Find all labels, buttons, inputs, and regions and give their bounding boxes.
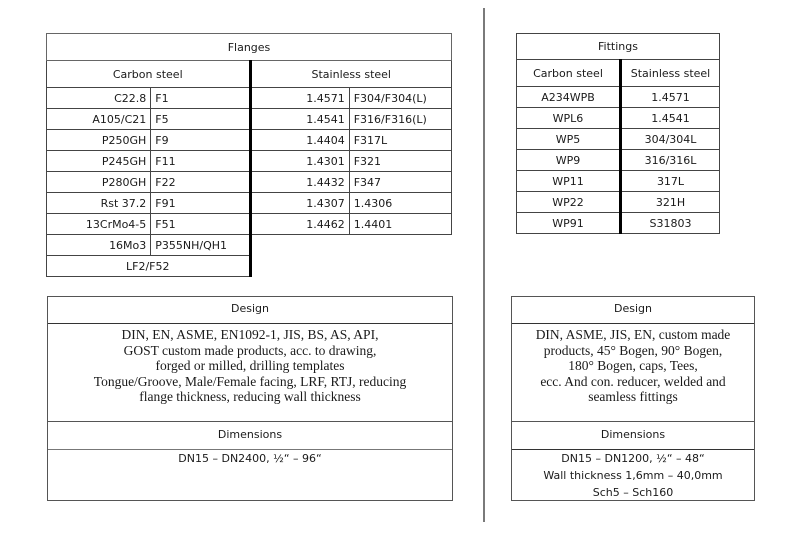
- carbon-astm-cell: F22: [151, 172, 250, 193]
- carbon-grade-cell: A105/C21: [47, 109, 151, 130]
- fittings-carbon-cell: A234WPB: [517, 87, 621, 108]
- fittings-stainless-cell: 316/316L: [621, 150, 720, 171]
- table-row: [517, 171, 720, 192]
- table-row: [517, 87, 720, 108]
- carbon-astm-cell: F5: [151, 109, 250, 130]
- design-line: ecc. And con. reducer, welded and: [540, 373, 726, 389]
- stainless-astm-cell: F304/F304(L): [349, 88, 451, 109]
- empty-cell: [250, 256, 452, 277]
- fittings-stainless-cell: 317L: [621, 171, 720, 192]
- stainless-number-cell: 1.4301: [250, 151, 349, 172]
- fittings-carbon-header: Carbon steel: [517, 60, 621, 87]
- carbon-grade-cell: P280GH: [47, 172, 151, 193]
- fittings-carbon-cell: WP5: [517, 129, 621, 150]
- table-row: [47, 130, 452, 151]
- dimensions-text: [48, 450, 452, 467]
- fittings-carbon-cell: WP11: [517, 171, 621, 192]
- table-row: [517, 150, 720, 171]
- carbon-astm-cell: F51: [151, 214, 250, 235]
- flanges-carbon-header: Carbon steel: [47, 61, 251, 88]
- table-row: [47, 172, 452, 193]
- flanges-table: [46, 33, 452, 277]
- dimensions-text: [512, 450, 754, 501]
- stainless-number-cell: 1.4541: [250, 109, 349, 130]
- table-row: [47, 151, 452, 172]
- design-line: DIN, EN, ASME, EN1092-1, JIS, BS, AS, API,: [121, 327, 379, 342]
- carbon-astm-cell: F1: [151, 88, 250, 109]
- stainless-number-cell: 1.4307: [250, 193, 349, 214]
- carbon-astm-cell: P355NH/QH1: [151, 235, 250, 256]
- carbon-grade-cell: C22.8: [47, 88, 151, 109]
- fittings-stainless-cell: 304/304L: [621, 129, 720, 150]
- design-line: 180° Bogen, caps, Tees,: [568, 358, 698, 373]
- stainless-astm-cell: 1.4401: [349, 214, 451, 235]
- fittings-stainless-header: Stainless steel: [621, 60, 720, 87]
- design-line: DIN, ASME, JIS, EN, custom made: [535, 327, 731, 342]
- fittings-design-box: [511, 296, 755, 501]
- flanges-stainless-header: Stainless steel: [250, 61, 452, 88]
- stainless-astm-cell: 1.4306: [349, 193, 451, 214]
- stainless-astm-cell: F347: [349, 172, 451, 193]
- design-header: Design: [48, 297, 452, 324]
- stainless-astm-cell: F321: [349, 151, 451, 172]
- table-row: [517, 108, 720, 129]
- dimensions-line: Wall thickness 1,6mm – 40,0mm: [543, 469, 723, 482]
- fittings-stainless-cell: S31803: [621, 213, 720, 234]
- stainless-number-cell: 1.4432: [250, 172, 349, 193]
- dimensions-line: DN15 – DN2400, ½“ – 96“: [178, 452, 322, 465]
- flanges-title: Flanges: [47, 34, 452, 61]
- carbon-grade-cell: 16Mo3: [47, 235, 151, 256]
- page-divider: [483, 8, 485, 522]
- fittings-stainless-cell: 321H: [621, 192, 720, 213]
- table-row: [47, 235, 452, 256]
- table-row: [47, 88, 452, 109]
- dimensions-header: Dimensions: [512, 422, 754, 450]
- design-line: seamless fittings: [588, 389, 678, 404]
- design-text: [48, 327, 452, 405]
- table-row: [47, 109, 452, 130]
- table-row: [517, 213, 720, 234]
- table-row: [47, 193, 452, 214]
- table-row: [517, 129, 720, 150]
- flanges-design-box: [47, 296, 453, 501]
- carbon-astm-cell: F11: [151, 151, 250, 172]
- empty-cell: [250, 235, 452, 256]
- carbon-footer-cell: LF2/F52: [47, 256, 251, 277]
- carbon-astm-cell: F9: [151, 130, 250, 151]
- fittings-carbon-cell: WP91: [517, 213, 621, 234]
- carbon-grade-cell: 13CrMo4-5: [47, 214, 151, 235]
- stainless-number-cell: 1.4404: [250, 130, 349, 151]
- fittings-table: [516, 33, 720, 234]
- fittings-stainless-cell: 1.4541: [621, 108, 720, 129]
- table-row: [47, 256, 452, 277]
- table-row: [517, 192, 720, 213]
- design-header: Design: [512, 297, 754, 324]
- design-line: Tongue/Groove, Male/Female facing, LRF, RTJ, reducing: [93, 373, 407, 389]
- dimensions-line: DN15 – DN1200, ½“ – 48“: [561, 452, 705, 465]
- stainless-number-cell: 1.4462: [250, 214, 349, 235]
- design-line: products, 45° Bogen, 90° Bogen,: [543, 342, 723, 358]
- carbon-grade-cell: Rst 37.2: [47, 193, 151, 214]
- stainless-astm-cell: F316/F316(L): [349, 109, 451, 130]
- fittings-carbon-cell: WPL6: [517, 108, 621, 129]
- fittings-title: Fittings: [517, 34, 720, 60]
- design-text: [512, 327, 754, 405]
- stainless-number-cell: 1.4571: [250, 88, 349, 109]
- carbon-grade-cell: P250GH: [47, 130, 151, 151]
- design-line: GOST custom made products, acc. to drawing,: [123, 342, 377, 358]
- carbon-grade-cell: P245GH: [47, 151, 151, 172]
- fittings-carbon-cell: WP22: [517, 192, 621, 213]
- fittings-stainless-cell: 1.4571: [621, 87, 720, 108]
- design-line: flange thickness, reducing wall thickness: [139, 389, 361, 404]
- table-row: [47, 214, 452, 235]
- design-line: forged or milled, drilling templates: [155, 358, 345, 373]
- dimensions-line: Sch5 – Sch160: [592, 486, 674, 499]
- fittings-carbon-cell: WP9: [517, 150, 621, 171]
- dimensions-header: Dimensions: [48, 422, 452, 450]
- carbon-astm-cell: F91: [151, 193, 250, 214]
- stainless-astm-cell: F317L: [349, 130, 451, 151]
